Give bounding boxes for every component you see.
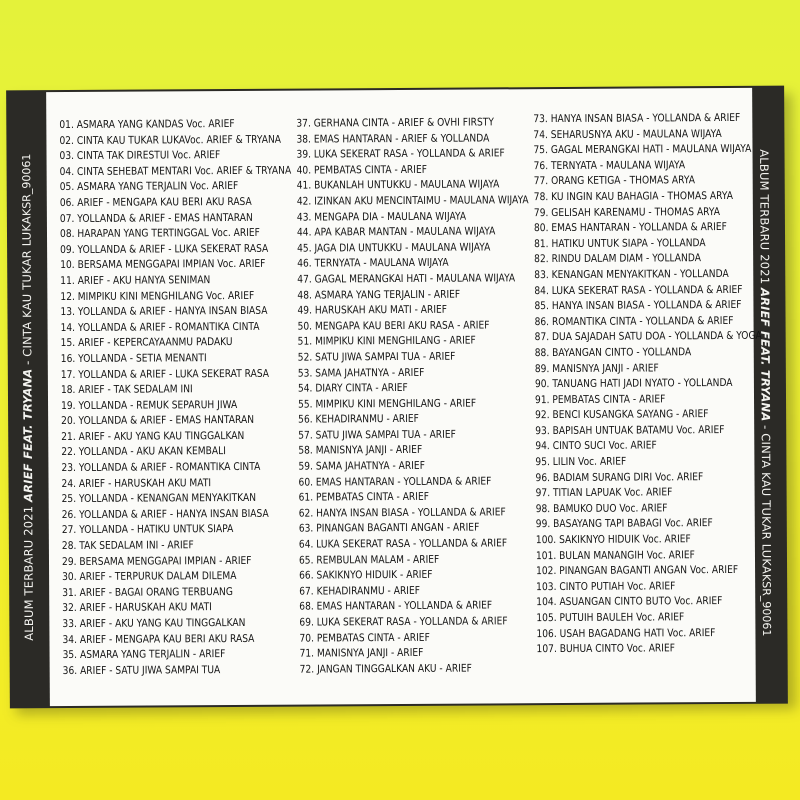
track-item: 30. ARIEF - TERPURUK DALAM DILEMA — [62, 570, 237, 584]
track-item: 71. MANISNYA JANJI - ARIEF — [299, 647, 424, 660]
track-item: 98. BAMUKO DUO Voc. ARIEF — [535, 502, 668, 515]
track-item: 62. HANYA INSAN BIASA - YOLLANDA & ARIEF — [298, 506, 506, 520]
track-item: 51. MIMPIKU KINI MENGHILANG - ARIEF — [297, 334, 476, 348]
track-item: 77. ORANG KETIGA - THOMAS ARYA — [533, 174, 696, 188]
track-column-3 — [533, 111, 762, 658]
album-card — [6, 86, 788, 709]
track-item: 15. ARIEF - KEPERCAYAANMU PADAKU — [60, 336, 233, 350]
track-item: 01. ASMARA YANG KANDAS Voc. ARIEF — [59, 117, 235, 132]
track-item: 100. SAKIKNYO HIDUIK Voc. ARIEF — [535, 533, 691, 547]
track-item: 99. BASAYANG TAPI BABAGI Voc. ARIEF — [535, 517, 713, 531]
track-item: 85. HANYA INSAN BIASA - YOLLANDA & ARIEF — [534, 299, 742, 313]
track-item: 92. BENCI KUSANGKA SAYANG - ARIEF — [535, 408, 709, 422]
track-item: 21. ARIEF - AKU YANG KAU TINGGALKAN — [61, 429, 245, 443]
track-item: 96. BADIAM SURANG DIRI Voc. ARIEF — [535, 470, 704, 484]
track-item: 31. ARIEF - BAGAI ORANG TERBUANG — [62, 585, 233, 599]
track-item: 08. HARAPAN YANG TERTINGGAL Voc. ARIEF — [59, 226, 260, 241]
tracklist-paper — [46, 88, 762, 706]
track-item: 86. ROMANTIKA CINTA - YOLLANDA & ARIEF — [534, 314, 734, 328]
track-item: 84. LUKA SEKERAT RASA - YOLLANDA & ARIEF — [534, 283, 743, 297]
track-item: 102. PINANGAN BAGANTI ANGAN Voc. ARIEF — [536, 564, 739, 578]
title-suffix: - CINTA KAU TUKAR LUKA — [19, 215, 35, 365]
track-item: 61. PEMBATAS CINTA - ARIEF — [298, 491, 429, 504]
track-item: 12. MIMPIKU KINI MENGHILANG Voc. ARIEF — [60, 289, 255, 303]
track-item: 11. ARIEF - AKU HANYA SENIMAN — [60, 274, 211, 287]
track-item: 18. ARIEF - TAK SEDALAM INI — [60, 383, 193, 397]
track-item: 53. SAMA JAHATNYA - ARIEF — [297, 366, 425, 380]
track-item: 55. MIMPIKU KINI MENGHILANG - ARIEF — [298, 397, 477, 411]
track-item: 91. PEMBATAS CINTA - ARIEF — [534, 393, 666, 406]
track-item: 06. ARIEF - MENGAPA KAU BERI AKU RASA — [59, 195, 252, 210]
track-item: 50. MENGAPA KAU BERI AKU RASA - ARIEF — [297, 319, 490, 333]
track-item: 17. YOLLANDA & ARIEF - LUKA SEKERAT RASA — [60, 367, 270, 381]
track-item: 22. YOLLANDA - AKU AKAN KEMBALI — [61, 445, 226, 459]
track-item: 104. ASUANGAN CINTO BUTO Voc. ARIEF — [536, 595, 723, 609]
title-prefix: ALBUM TERBARU 2021 — [21, 505, 37, 641]
track-item: 52. SATU JIWA SAMPAI TUA - ARIEF — [297, 350, 456, 364]
track-item: 14. YOLLANDA & ARIEF - ROMANTIKA CINTA — [60, 320, 260, 334]
track-item: 82. RINDU DALAM DIAM - YOLLANDA — [534, 252, 701, 266]
track-item: 33. ARIEF - AKU YANG KAU TINGGALKAN — [62, 616, 246, 631]
track-item: 48. ASMARA YANG TERJALIN - ARIEF — [297, 288, 461, 302]
track-item: 103. CINTO PUTIAH Voc. ARIEF — [536, 580, 676, 593]
track-item: 76. TERNYATA - MAULANA WIJAYA — [533, 159, 686, 172]
track-item: 73. HANYA INSAN BIASA - YOLLANDA & ARIEF — [533, 111, 741, 126]
track-item: 36. ARIEF - SATU JIWA SAMPAI TUA — [62, 663, 221, 677]
track-item: 68. EMAS HANTARAN - YOLLANDA & ARIEF — [299, 599, 493, 614]
track-item: 38. EMAS HANTARAN - ARIEF & YOLLANDA — [296, 132, 490, 146]
track-item: 07. YOLLANDA & ARIEF - EMAS HANTARAN — [59, 211, 253, 225]
spine-right — [744, 86, 788, 700]
track-item: 94. CINTO SUCI Voc. ARIEF — [535, 439, 657, 453]
track-item: 59. SAMA JAHATNYA - ARIEF — [298, 459, 425, 473]
track-column-1 — [59, 117, 292, 680]
track-item: 70. PEMBATAS CINTA - ARIEF — [299, 631, 430, 645]
track-item: 45. JAGA DIA UNTUKKU - MAULANA WIJAYA — [297, 241, 491, 255]
track-item: 39. LUKA SEKERAT RASA - YOLLANDA & ARIEF — [296, 147, 505, 161]
track-item: 23. YOLLANDA & ARIEF - ROMANTIKA CINTA — [61, 460, 261, 475]
spine-left — [6, 90, 50, 704]
track-item: 57. SATU JIWA SAMPAI TUA - ARIEF — [298, 428, 456, 442]
track-item: 93. BAPISAH UNTUAK BATAMU Voc. ARIEF — [535, 423, 725, 438]
track-item: 34. ARIEF - MENGAPA KAU BERI AKU RASA — [62, 632, 255, 646]
track-item: 49. HARUSKAH AKU MATI - ARIEF — [297, 303, 448, 317]
track-item: 35. ASMARA YANG TERJALIN - ARIEF — [62, 648, 226, 662]
track-item: 89. MANISNYA JANJI - ARIEF — [534, 361, 659, 375]
track-item: 106. USAH BAGADANG HATI Voc. ARIEF — [536, 626, 716, 640]
track-item: 105. PUTUIH BAULEH Voc. ARIEF — [536, 611, 685, 625]
track-item: 90. TANUANG HATI JADI NYATO - YOLLANDA — [534, 377, 733, 391]
track-item: 56. KEHADIRANMU - ARIEF — [298, 413, 419, 426]
track-item: 19. YOLLANDA - REMUK SEPARUH JIWA — [61, 398, 238, 412]
album-code-left: KSR_90061 — [20, 153, 34, 217]
track-item: 80. EMAS HANTARAN - YOLLANDA & ARIEF — [533, 221, 727, 235]
spine-left-title — [20, 216, 37, 641]
track-item: 28. TAK SEDALAM INI - ARIEF — [61, 539, 194, 553]
track-item: 41. BUKANLAH UNTUKKU - MAULANA WIJAYA — [296, 178, 500, 192]
track-item: 66. SAKIKNYO HIDUIK - ARIEF — [299, 569, 433, 582]
track-item: 20. YOLLANDA & ARIEF - EMAS HANTARAN — [61, 414, 255, 428]
track-item: 42. IZINKAN AKU MENCINTAIMU - MAULANA WIJAYA — [296, 194, 529, 208]
track-item: 74. SEHARUSNYA AKU - MAULANA WIJAYA — [533, 127, 722, 141]
track-item: 37. GERHANA CINTA - ARIEF & OVHI FIRSTY — [296, 116, 494, 130]
track-item: 13. YOLLANDA & ARIEF - HANYA INSAN BIASA — [60, 304, 268, 319]
track-item: 43. MENGAPA DIA - MAULANA WIJAYA — [296, 210, 467, 224]
track-item: 88. BAYANGAN CINTO - YOLLANDA — [534, 346, 692, 360]
track-item: 44. APA KABAR MANTAN - MAULANA WIJAYA — [296, 225, 496, 239]
track-item: 04. CINTA SEHEBAT MENTARI Voc. ARIEF & TRYANA — [59, 164, 292, 178]
track-item: 87. DUA SAJADAH SATU DOA - YOLLANDA & YOGA — [534, 330, 762, 344]
track-item: 65. REMBULAN MALAM - ARIEF — [298, 553, 440, 567]
track-item: 24. ARIEF - HARUSKAH AKU MATI — [61, 476, 212, 490]
track-item: 60. EMAS HANTARAN - YOLLANDA & ARIEF — [298, 475, 492, 489]
track-item: 05. ASMARA YANG TERJALIN Voc. ARIEF — [59, 180, 239, 194]
track-item: 47. GAGAL MERANGKAI HATI - MAULANA WIJAYA — [297, 272, 516, 286]
track-item: 69. LUKA SEKERAT RASA - YOLLANDA & ARIEF — [299, 615, 508, 629]
track-item: 40. PEMBATAS CINTA - ARIEF — [296, 163, 427, 177]
track-item: 29. BERSAMA MENGGAPAI IMPIAN - ARIEF — [61, 554, 252, 568]
track-item: 27. YOLLANDA - HATIKU UNTUK SIAPA — [61, 523, 234, 537]
track-item: 54. DIARY CINTA - ARIEF — [297, 382, 408, 395]
track-item: 58. MANISNYA JANJI - ARIEF — [298, 444, 423, 458]
track-item: 81. HATIKU UNTUK SIAPA - YOLLANDA — [534, 236, 706, 250]
track-item: 97. TITIAN LAPUAK Voc. ARIEF — [535, 486, 673, 500]
track-item: 26. YOLLANDA & ARIEF - HANYA INSAN BIASA — [61, 507, 269, 521]
track-item: 101. BULAN MANANGIH Voc. ARIEF — [535, 548, 695, 562]
track-item: 67. KEHADIRANMU - ARIEF — [299, 584, 420, 598]
track-item: 95. LILIN Voc. ARIEF — [535, 455, 627, 469]
album-code-right: KSR_90061 — [760, 573, 774, 637]
title-artist: ARIEF FEAT. TRYANA — [758, 287, 774, 422]
title-suffix: - CINTA KAU TUKAR LUKA — [759, 425, 775, 575]
track-item: 107. BUHUA CINTO Voc. ARIEF — [536, 642, 675, 656]
track-item: 63. PINANGAN BAGANTI ANGAN - ARIEF — [298, 521, 480, 536]
spine-right-title — [758, 149, 775, 574]
track-item: 83. KENANGAN MENYAKITKAN - YOLLANDA — [534, 267, 729, 282]
track-item: 79. GELISAH KARENAMU - THOMAS ARYA — [533, 205, 721, 219]
track-item: 02. CINTA KAU TUKAR LUKAVoc. ARIEF & TRYANA — [59, 133, 282, 147]
track-item: 25. YOLLANDA - KENANGAN MENYAKITKAN — [61, 492, 257, 506]
track-item: 75. GAGAL MERANGKAI HATI - MAULANA WIJAYA — [533, 143, 752, 157]
track-item: 72. JANGAN TINGGALKAN AKU - ARIEF — [299, 662, 472, 676]
title-artist: ARIEF FEAT. TRYANA — [20, 368, 36, 503]
track-item: 09. YOLLANDA & ARIEF - LUKA SEKERAT RASA — [60, 242, 269, 256]
track-item: 46. TERNYATA - MAULANA WIJAYA — [297, 257, 449, 270]
title-prefix: ALBUM TERBARU 2021 — [757, 149, 773, 285]
track-item: 16. YOLLANDA - SETIA MENANTI — [60, 352, 207, 365]
track-column-2 — [296, 115, 529, 678]
track-item: 03. CINTA TAK DIRESTUI Voc. ARIEF — [59, 149, 221, 163]
track-item: 64. LUKA SEKERAT RASA - YOLLANDA & ARIEF — [298, 537, 508, 551]
track-item: 78. KU INGIN KAU BAHAGIA - THOMAS ARYA — [533, 189, 733, 204]
track-item: 32. ARIEF - HARUSKAH AKU MATI — [62, 601, 212, 615]
track-item: 10. BERSAMA MENGGAPAI IMPIAN Voc. ARIEF — [60, 258, 266, 272]
